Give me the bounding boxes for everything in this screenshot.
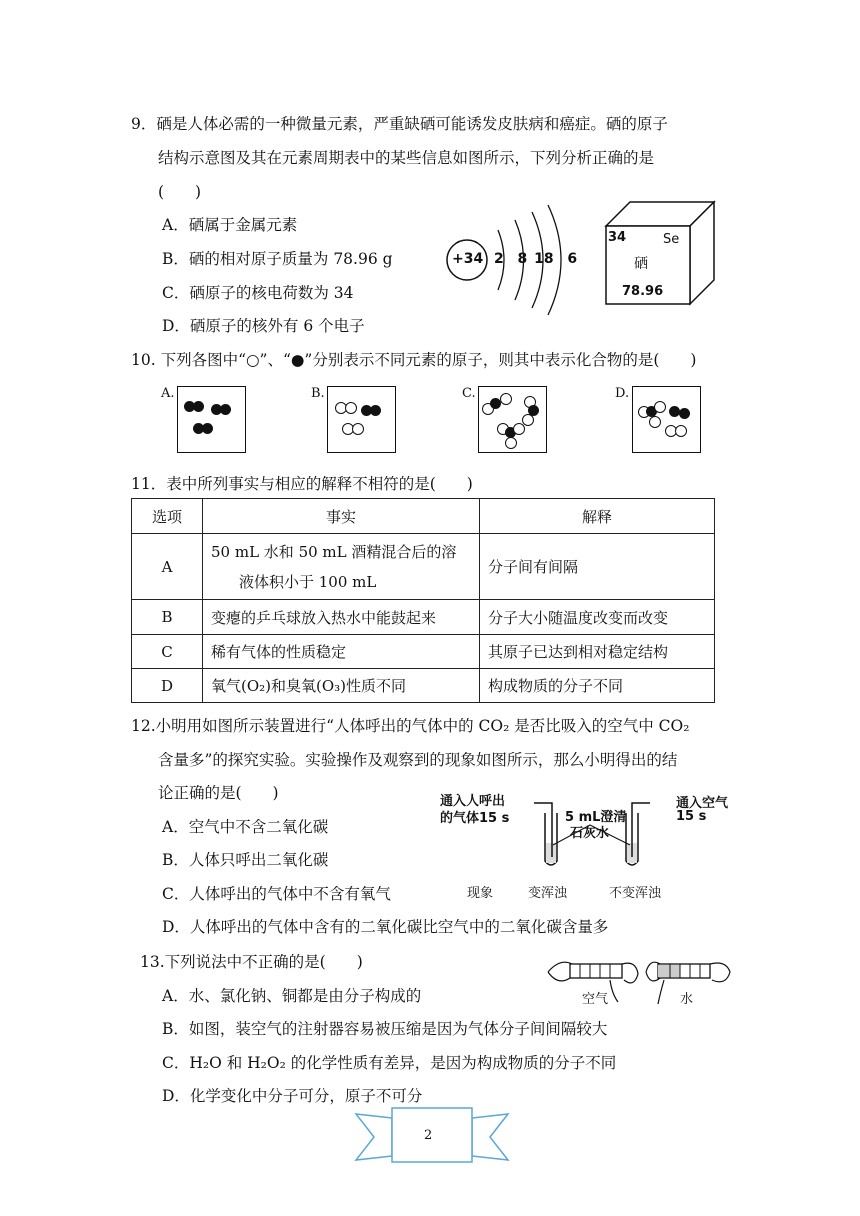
white-atom	[522, 414, 534, 426]
diagram-right-label-1: 通入空气	[676, 796, 729, 811]
syringe-water-label: 水	[680, 992, 694, 1007]
q12-option-b: B．人体只呼出二氧化碳	[162, 851, 329, 869]
header-option: 选项	[132, 499, 203, 534]
q9-paren: ( )	[158, 183, 202, 201]
white-atom	[352, 423, 364, 435]
diagram-mid-label-1: 5 mL澄清	[565, 810, 627, 825]
row-fact: 稀有气体的性质稳定	[203, 635, 480, 669]
white-atom	[505, 437, 517, 449]
row-option: D	[132, 669, 203, 703]
q10-box-a	[177, 386, 246, 453]
black-atom	[370, 405, 381, 416]
white-atom	[675, 425, 687, 437]
fact-line2: 液体积小于 100 mL	[239, 572, 377, 591]
q13-option-c: C．H₂O 和 H₂O₂ 的化学性质有差异，是因为构成物质的分子不同	[162, 1054, 617, 1072]
row-fact: 变瘪的乒乓球放入热水中能鼓起来	[203, 600, 480, 635]
q12-line3: 论正确的是( )	[158, 784, 279, 802]
q12-line1: 12.小明用如图所示装置进行“人体呼出的气体中的 CO₂ 是否比吸入的空气中 CO₂	[131, 717, 690, 735]
row-reason: 构成物质的分子不同	[480, 669, 715, 703]
diagram-left-label-1: 通入人呼出	[440, 794, 506, 809]
q10-box-c	[478, 386, 547, 453]
diagram-mid-label-2: 石灰水	[570, 826, 610, 841]
row-reason: 其原子已达到相对稳定结构	[480, 635, 715, 669]
q9-option-a: A．硒属于金属元素	[162, 216, 298, 234]
white-atom	[654, 401, 666, 413]
syringe-air-label: 空气	[582, 992, 609, 1007]
q13-text: 13.下列说法中不正确的是( )	[140, 953, 363, 971]
diagram-right-label-2: 15 s	[676, 809, 707, 824]
q10-label-c: C.	[462, 386, 476, 401]
row-option: A	[132, 534, 203, 600]
row-reason: 分子间有间隔	[480, 534, 715, 600]
table-row	[132, 669, 715, 703]
syringe-compression-diagram	[540, 950, 740, 1010]
element-mass: 78.96	[622, 284, 664, 299]
white-atom	[500, 393, 512, 405]
fact-line1: 50 mL 水和 50 mL 酒精混合后的溶	[211, 542, 457, 561]
q11-table	[131, 498, 715, 703]
q10-label-b: B.	[311, 386, 325, 401]
atom-nucleus-label: +34	[452, 251, 484, 267]
q10-label-d: D.	[615, 386, 630, 401]
q12-option-c: C．人体呼出的气体中不含有氧气	[162, 885, 391, 903]
table-row	[132, 534, 715, 600]
q13-option-a: A．水、氯化钠、铜都是由分子构成的	[162, 987, 422, 1005]
atom-shells-label: 2 8 18 6	[494, 251, 578, 267]
element-number: 34	[608, 230, 627, 245]
header-reason: 解释	[480, 499, 715, 534]
q12-option-d: D．人体呼出的气体中含有的二氧化碳比空气中的二氧化碳含量多	[162, 918, 609, 936]
q9-line1: 9．硒是人体必需的一种微量元素，严重缺硒可能诱发皮肤病和癌症。硒的原子	[131, 115, 668, 133]
black-atom	[679, 408, 690, 419]
white-atom	[513, 423, 525, 435]
page-number: 2	[424, 1128, 433, 1143]
q9-option-c: C．硒原子的核电荷数为 34	[162, 284, 354, 302]
row-option: C	[132, 635, 203, 669]
row-fact	[203, 534, 480, 600]
black-atom	[193, 401, 204, 412]
q11-text: 11．表中所列事实与相应的解释不相符的是( )	[131, 475, 473, 493]
header-fact: 事实	[203, 499, 480, 534]
table-row	[132, 635, 715, 669]
q9-line2: 结构示意图及其在元素周期表中的某些信息如图所示，下列分析正确的是	[158, 149, 655, 167]
row-reason: 分子大小随温度改变而改变	[480, 600, 715, 635]
q10-text: 10. 下列各图中“○”、“●”分别表示不同元素的原子，则其中表示化合物的是( )	[131, 351, 697, 369]
white-atom	[345, 402, 357, 414]
q10-box-b	[327, 386, 396, 453]
row-option: B	[132, 600, 203, 635]
element-symbol: Se	[663, 232, 680, 247]
q13-option-d: D．化学变化中分子可分，原子不可分	[162, 1087, 423, 1105]
table-row	[132, 600, 715, 635]
q9-option-b: B．硒的相对原子质量为 78.96 g	[162, 250, 393, 268]
q10-box-d	[632, 386, 701, 453]
diagram-result-clear: 不变浑浊	[609, 886, 662, 901]
q10-label-a: A.	[161, 386, 175, 401]
table-header-row	[132, 499, 715, 534]
row-fact: 氧气(O₂)和臭氧(O₃)性质不同	[203, 669, 480, 703]
diagram-phenomenon-label: 现象	[467, 886, 494, 901]
diagram-left-label-2: 的气体15 s	[440, 811, 510, 826]
q9-option-d: D．硒原子的核外有 6 个电子	[162, 317, 365, 335]
diagram-result-cloudy: 变浑浊	[528, 886, 568, 901]
white-atom	[649, 416, 661, 428]
element-name: 硒	[634, 256, 648, 272]
q13-option-b: B．如图，装空气的注射器容易被压缩是因为气体分子间间隔较大	[162, 1020, 608, 1038]
black-atom	[220, 404, 231, 415]
q12-option-a: A．空气中不含二氧化碳	[162, 818, 329, 836]
black-atom	[202, 423, 213, 434]
q12-line2: 含量多”的探究实验。实验操作及观察到的现象如图所示，那么小明得出的结	[158, 751, 678, 769]
